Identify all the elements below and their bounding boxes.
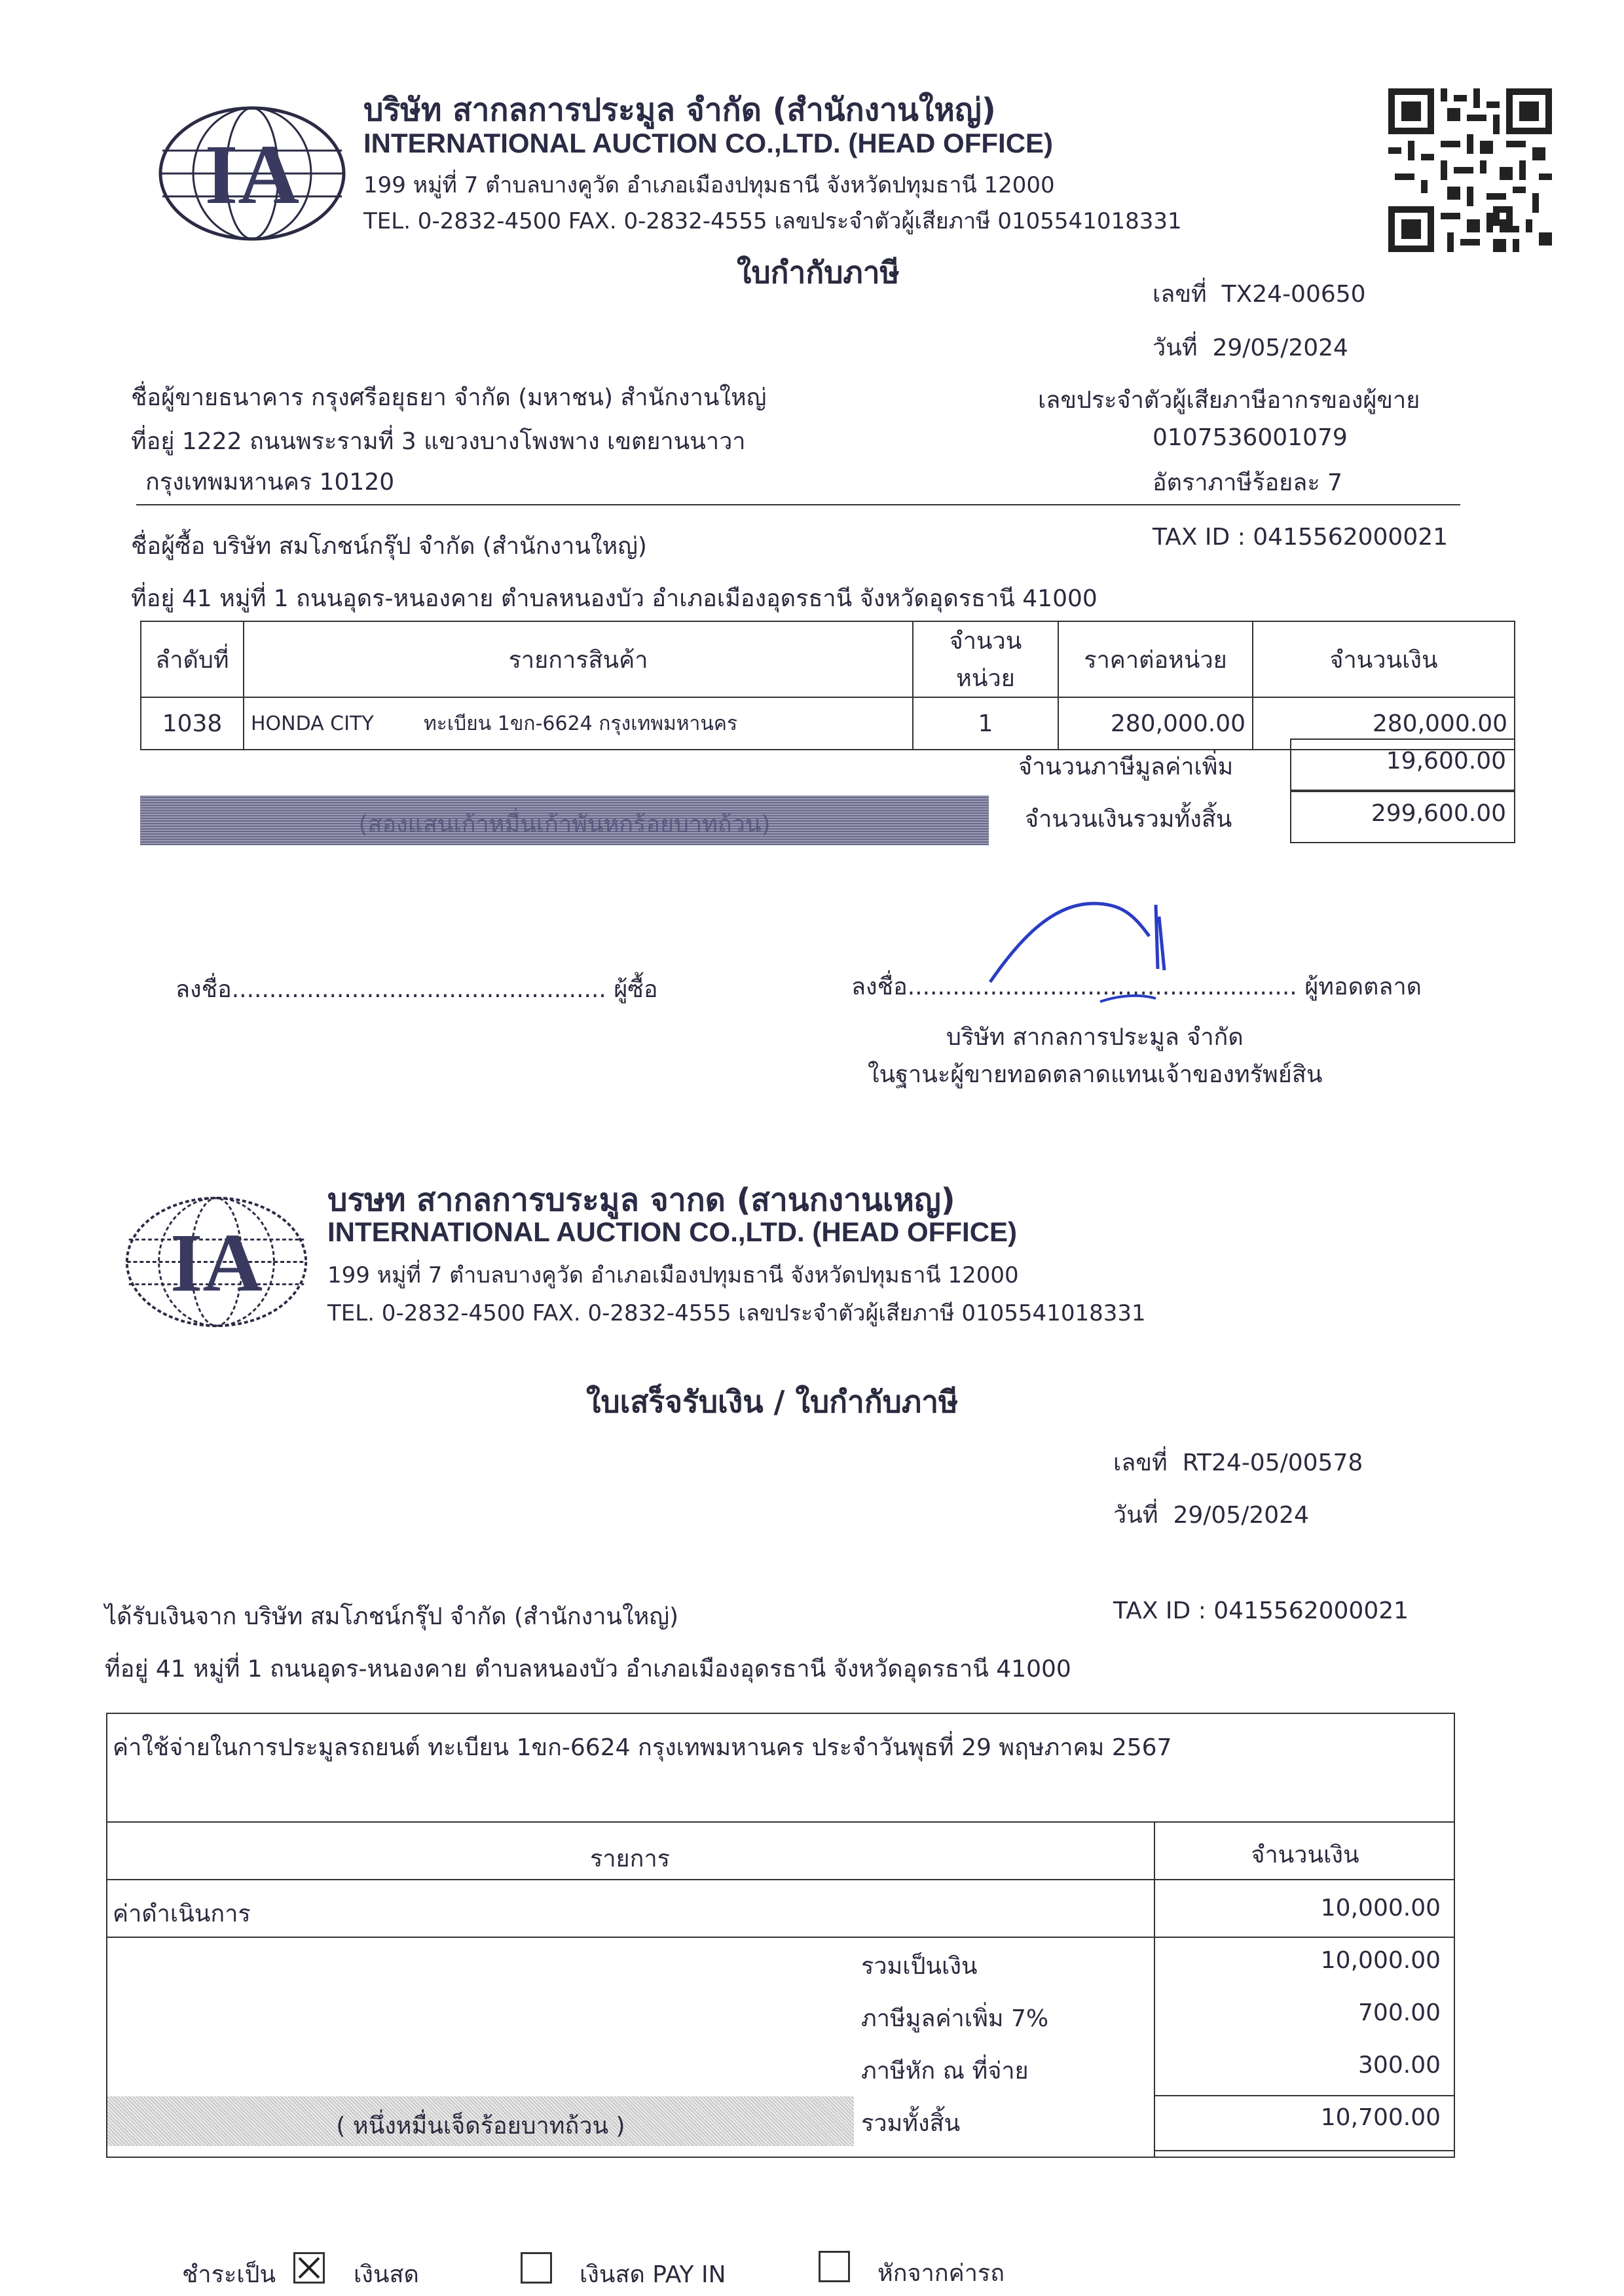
seller-divider xyxy=(136,504,1460,505)
vat-value: 700.00 xyxy=(1358,1999,1441,2026)
company-name-en-2: INTERNATIONAL AUCTION CO.,LTD. (HEAD OFFICE) xyxy=(327,1216,1018,1247)
wht-label: ภาษีหัก ณ ที่จ่าย xyxy=(861,2058,1029,2085)
receipt-amount-words: ( หนึ่งหมื่นเจ็ดร้อยบาทถ้วน ) xyxy=(336,2113,625,2140)
subtotal-label: รวมเป็นเงิน xyxy=(861,1953,978,1980)
sign-company: บริษัท สากลการประมูล จำกัด xyxy=(946,1024,1244,1051)
wht-value: 300.00 xyxy=(1358,2052,1441,2079)
company-contact: TEL. 0-2832-4500 FAX. 0-2832-4555 เลขประจำตัวผู้เสียภาษี 0105541018331 xyxy=(363,208,1182,234)
subtotal-value: 10,000.00 xyxy=(1320,1947,1441,1974)
sign-buyer: ลงชื่อ.................................................. ผู้ซื้อ xyxy=(175,976,658,1003)
seller-tax-label: เลขประจำตัวผู้เสียภาษีอากรของผู้ขาย xyxy=(1038,387,1420,414)
pay-in-label: เงินสด PAY IN xyxy=(580,2261,726,2288)
buyer-address: ที่อยู่ 41 หมู่ที่ 1 ถนนอุดร-หนองคาย ตำบลหนองบัว อำเภอเมืองอุดรธานี จังหวัดอุดรธานี 41000 xyxy=(131,585,1098,612)
row-item: HONDA CITY ทะเบียน 1ขก-6624 กรุงเทพมหานคร xyxy=(244,697,913,750)
buyer-name: ชื่อผู้ซื้อ บริษัท สมโภชน์กรุ๊ป จำกัด (สำนักงานใหญ่) xyxy=(131,533,647,560)
invoice-items-table xyxy=(140,621,1515,750)
row-seq: 1038 xyxy=(141,697,244,750)
col-unit-price: ราคาต่อหน่วย xyxy=(1058,621,1253,697)
row-unit-price: 280,000.00 xyxy=(1058,697,1253,750)
qr-code xyxy=(1388,88,1552,252)
total-label: จำนวนเงินรวมทั้งสิ้น xyxy=(1025,806,1232,833)
receipt-title: ใบเสร็จรับเงิน / ใบกำกับภาษี xyxy=(586,1384,959,1419)
seller-name: ชื่อผู้ขายธนาคาร กรุงศรีอยุธยา จำกัด (มหาชน) สำนักงานใหญ่ xyxy=(131,384,767,411)
receipt-date: วันที่ 29/05/2024 xyxy=(1113,1502,1309,1529)
receipt-total-label: รวมทั้งสิ้น xyxy=(861,2110,961,2137)
line-amount: 10,000.00 xyxy=(1320,1895,1441,1922)
received-from: ได้รับเงินจาก บริษัท สมโภชน์กรุ๊ป จำกัด (สำนักงานใหญ่) xyxy=(105,1603,679,1630)
deduct-car-checkbox[interactable] xyxy=(819,2251,850,2282)
seller-address-1: ที่อยู่ 1222 ถนนพระรามที่ 3 แขวงบางโพงพาง เขตยานนาวา xyxy=(131,428,746,455)
company-address-2: 199 หมู่ที่ 7 ตำบลบางคูวัด อำเภอเมืองปทุมธานี จังหวัดปทุมธานี 12000 xyxy=(327,1262,1019,1288)
receipt-description: ค่าใช้จ่ายในการประมูลรถยนต์ ทะเบียน 1ขก-6624 กรุงเทพมหานคร ประจำวันพุธที่ 29 พฤษภาคม 2567 xyxy=(113,1734,1172,1761)
col-seq: ลำดับที่ xyxy=(141,621,244,697)
invoice-date: วันที่ 29/05/2024 xyxy=(1153,335,1348,361)
check-x-icon xyxy=(295,2254,323,2282)
pay-label: ชำระเป็น xyxy=(182,2261,276,2288)
col-item: รายการสินค้า xyxy=(244,621,913,697)
pay-in-checkbox[interactable] xyxy=(521,2252,552,2284)
company-logo xyxy=(157,105,347,242)
col-amount: จำนวนเงิน xyxy=(1253,621,1515,697)
sign-auctioneer: ลงชื่อ.................................................... ผู้ทอดตลาด xyxy=(851,974,1422,1000)
buyer-tax-id: TAX ID : 0415562000021 xyxy=(1153,524,1449,551)
line-item: ค่าดำเนินการ xyxy=(113,1901,251,1927)
vat-value: 19,600.00 xyxy=(1386,748,1506,774)
pay-cash-label: เงินสด xyxy=(354,2261,419,2288)
row-amount: 280,000.00 xyxy=(1253,697,1515,750)
receipt-col-amount: จำนวนเงิน xyxy=(1251,1842,1359,1868)
receipt-header-line xyxy=(106,1879,1455,1880)
receipt-total-value: 10,700.00 xyxy=(1320,2104,1441,2131)
receipt-address: ที่อยู่ 41 หมู่ที่ 1 ถนนอุดร-หนองคาย ตำบลหนองบัว อำเภอเมืองอุดรธานี จังหวัดอุดรธานี 41000 xyxy=(105,1656,1071,1683)
svg-text:IA: IA xyxy=(170,1217,263,1309)
vat-label: ภาษีมูลค่าเพิ่ม 7% xyxy=(861,2005,1049,2032)
company-address: 199 หมู่ที่ 7 ตำบลบางคูวัด อำเภอเมืองปทุมธานี จังหวัดปทุมธานี 12000 xyxy=(363,172,1055,198)
total-top-line xyxy=(1154,2095,1455,2096)
row-qty: 1 xyxy=(913,697,1058,750)
pay-cash-checkbox[interactable] xyxy=(293,2252,325,2284)
deduct-car-label: หักจากค่ารถ xyxy=(877,2260,1005,2287)
receipt-item-line xyxy=(106,1937,1455,1938)
total-double-line xyxy=(1154,2150,1455,2151)
tax-invoice-title: ใบกำกับภาษี xyxy=(737,255,900,290)
receipt-number: เลขที่ RT24-05/00578 xyxy=(1113,1449,1363,1476)
company-name-th: บริษัท สากลการประมูล จำกัด (สำนักงานใหญ่) xyxy=(363,92,996,128)
receipt-table xyxy=(106,1713,1455,2158)
sign-role: ในฐานะผู้ขายทอดตลาดแทนเจ้าของทรัพย์สิน xyxy=(868,1061,1323,1088)
company-name-en: INTERNATIONAL AUCTION CO.,LTD. (HEAD OFFICE) xyxy=(363,128,1054,158)
col-qty: จำนวนหน่วย xyxy=(913,621,1058,697)
total-value: 299,600.00 xyxy=(1371,800,1506,827)
company-logo xyxy=(123,1195,310,1329)
seller-tax-id: 0107536001079 xyxy=(1153,424,1348,451)
svg-text:IA: IA xyxy=(204,128,300,222)
amount-in-words: (สองแสนเก้าหมื่นเก้าพันหกร้อยบาทถ้วน) xyxy=(358,811,771,838)
invoice-number: เลขที่ TX24-00650 xyxy=(1153,281,1366,308)
receipt-col-item: รายการ xyxy=(590,1846,670,1872)
vat-rate: อัตราภาษีร้อยละ 7 xyxy=(1153,469,1343,496)
receipt-divider xyxy=(106,1821,1455,1823)
seller-address-2: กรุงเทพมหานคร 10120 xyxy=(145,469,395,496)
company-name-th-2: บรษท สากลการบระมูล จากด (สานกงานเหญ) xyxy=(327,1182,955,1218)
receipt-tax-id: TAX ID : 0415562000021 xyxy=(1113,1597,1409,1624)
vat-label: จำนวนภาษีมูลค่าเพิ่ม xyxy=(1018,754,1234,780)
signature-scribble xyxy=(982,890,1192,1008)
company-contact-2: TEL. 0-2832-4500 FAX. 0-2832-4555 เลขประจำตัวผู้เสียภาษี 0105541018331 xyxy=(327,1300,1146,1326)
